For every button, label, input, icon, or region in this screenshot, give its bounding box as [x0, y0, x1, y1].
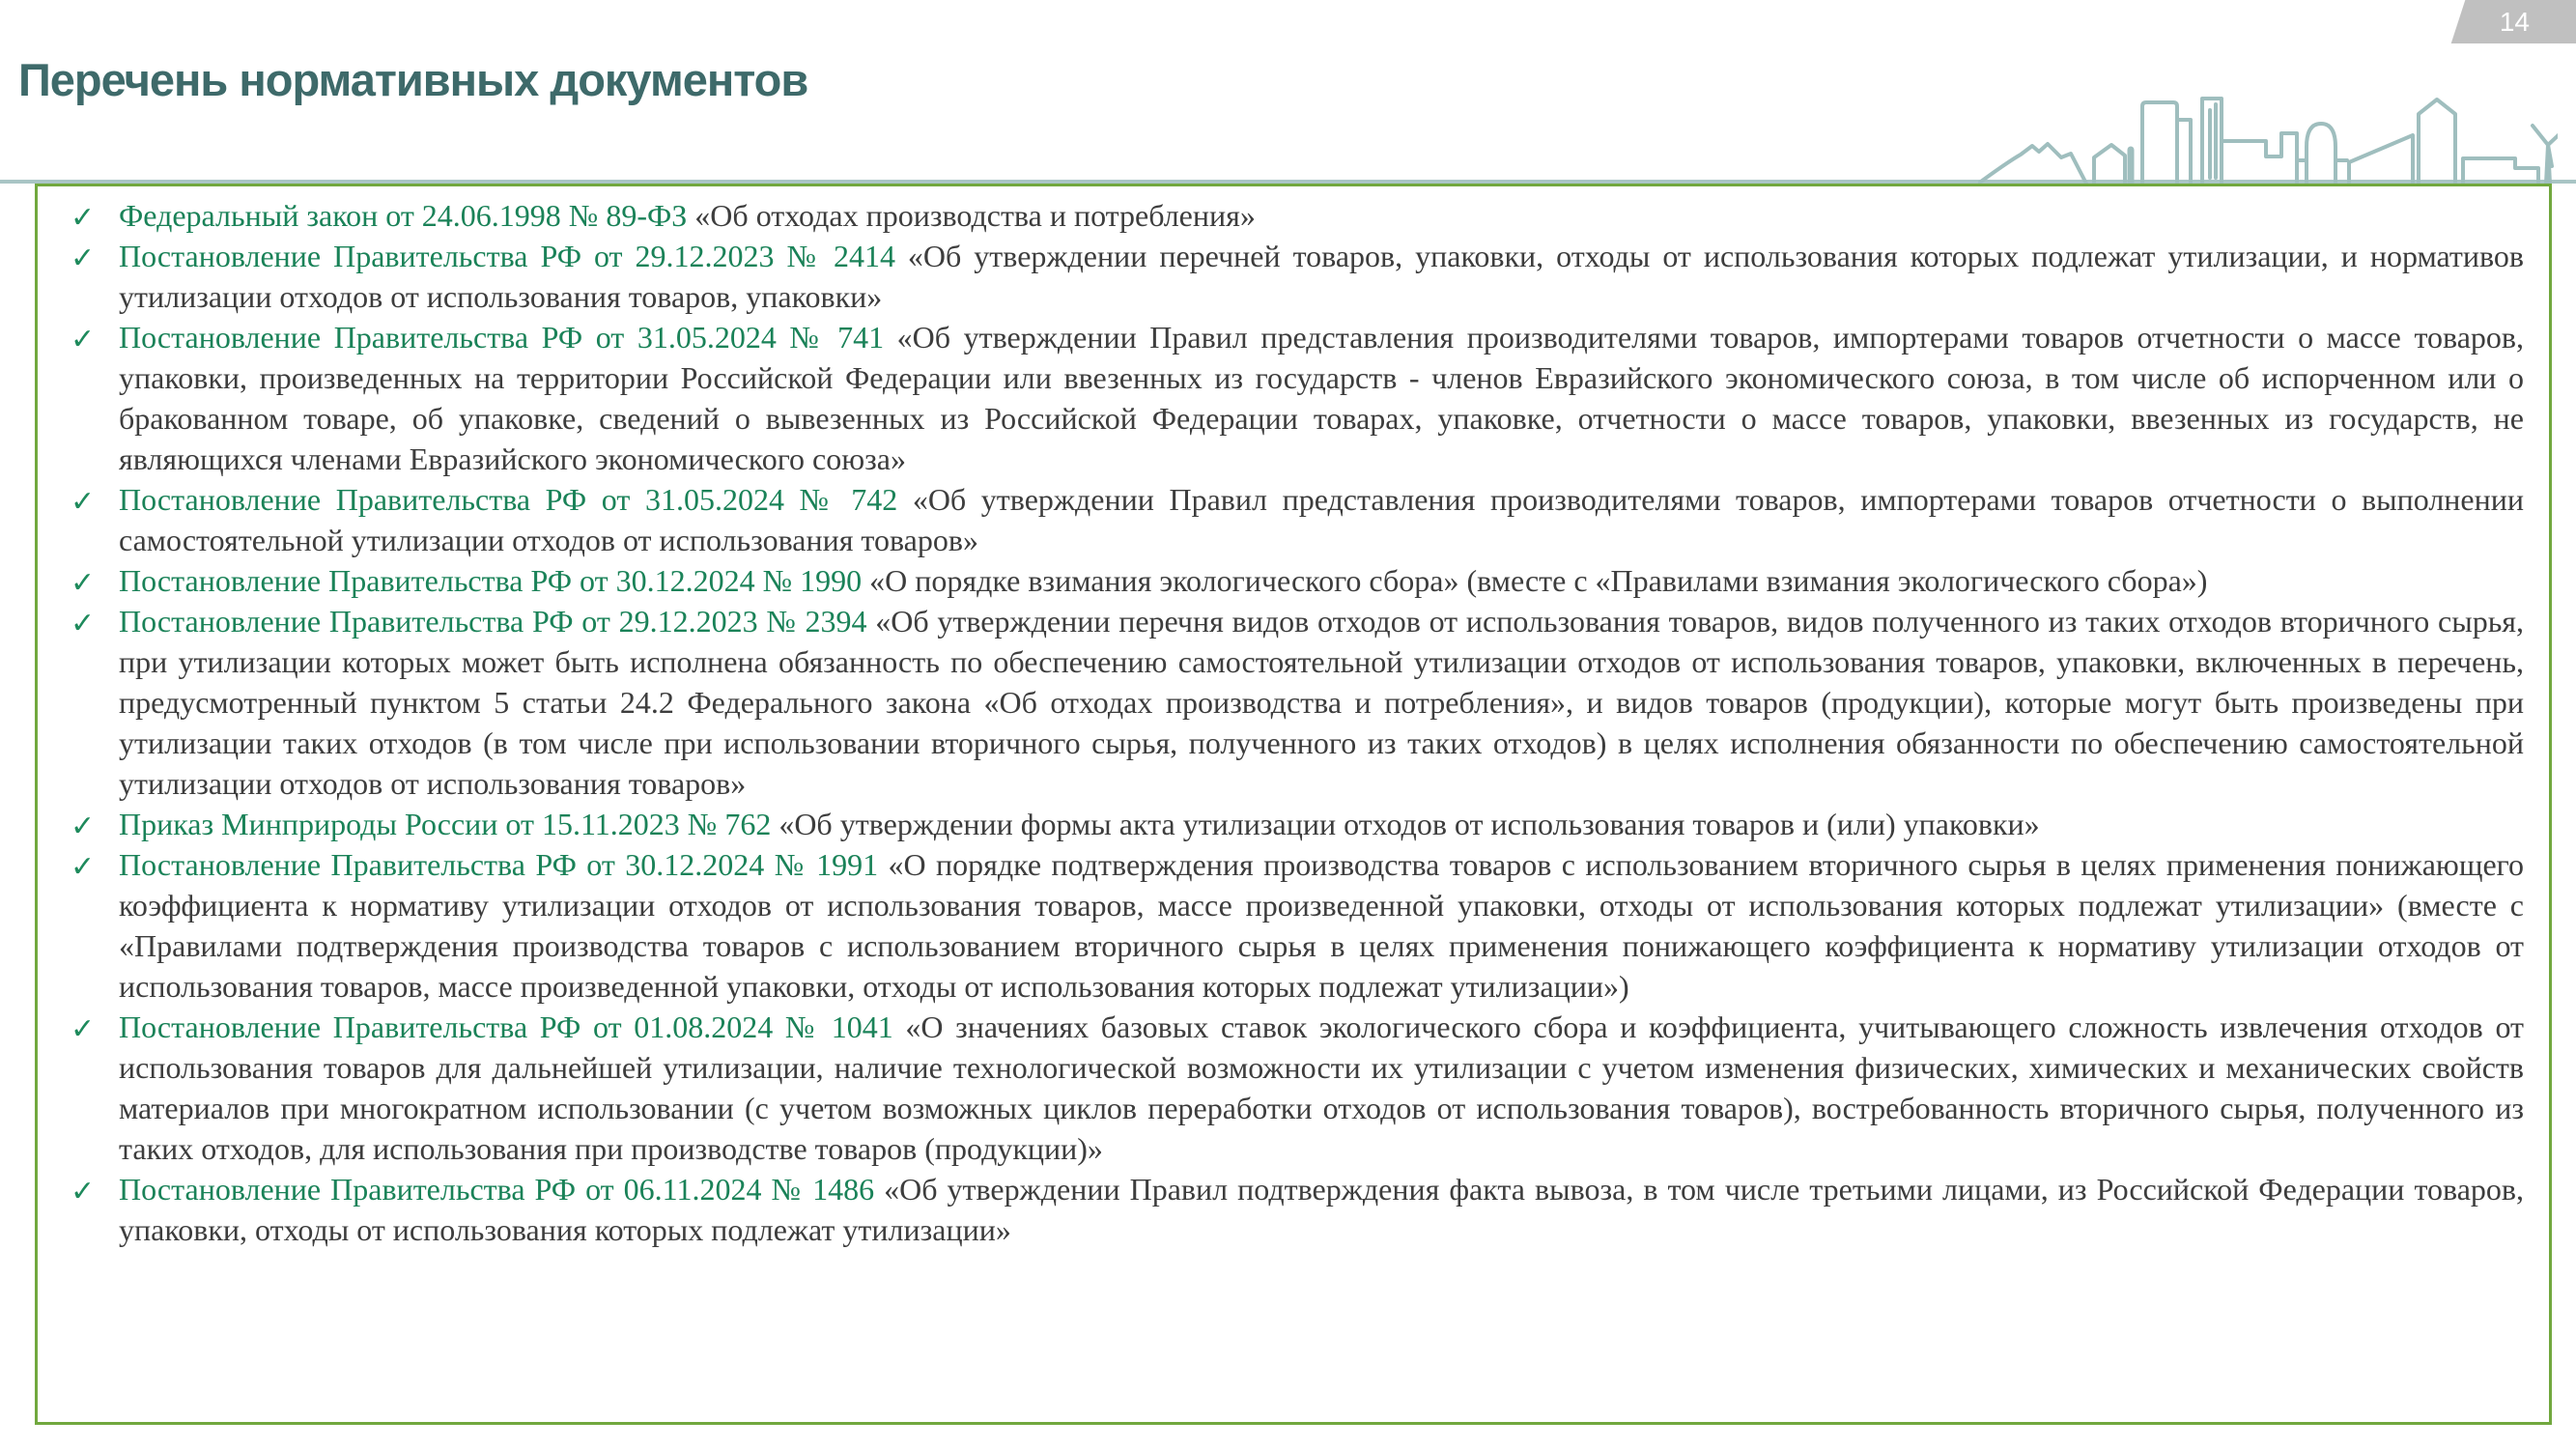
- doc-reference: Приказ Минприроды России от 15.11.2023 № 762: [119, 807, 772, 841]
- list-item: [57, 601, 2524, 804]
- doc-description: «Об отходах производства и потребления»: [687, 198, 1256, 233]
- checkmark-icon: ✓: [71, 486, 96, 518]
- doc-reference: Постановление Правительства РФ от 30.12.2024 № 1991: [119, 847, 879, 882]
- doc-description: «Об утверждении формы акта утилизации отходов от использования товаров и (или) упаковки»: [771, 807, 2040, 841]
- doc-reference: Постановление Правительства РФ от 01.08.2024 № 1041: [119, 1009, 893, 1044]
- page-title: Перечень нормативных документов: [18, 54, 808, 106]
- list-item: [57, 1169, 2524, 1250]
- checkmark-icon: ✓: [71, 202, 96, 234]
- doc-description: «О значениях базовых ставок экологического сбора и коэффициента, учитывающего сложность извлечения отходов от использования товаров для дальнейшей утилизации, наличие технологической возможности их утилизации с учетом изменения физических, химических и механических свойств материалов при многократном использовании (с учетом возможных циклов переработки отходов от использования товаров), востребованность вторичного сырья, полученного из таких отходов, для использования при производстве товаров (продукции)»: [119, 1009, 2525, 1166]
- checkmark-icon: ✓: [71, 567, 96, 599]
- doc-reference: Федеральный закон от 24.06.1998 № 89-ФЗ: [119, 198, 688, 233]
- checkmark-icon: ✓: [71, 608, 96, 639]
- city-skyline-icon: [1978, 68, 2558, 185]
- doc-reference: Постановление Правительства РФ от 29.12.2023 № 2414: [119, 239, 895, 273]
- list-item: [57, 844, 2524, 1007]
- checkmark-icon: ✓: [71, 242, 96, 274]
- doc-reference: Постановление Правительства РФ от 31.05.2024 № 741: [119, 320, 885, 355]
- doc-description: «Об утверждении перечня видов отходов от использования товаров, видов полученного из таких отходов вторичного сырья, при утилизации которых может быть исполнена обязанность по обеспечению самостоятельной утилизации отходов от использования товаров, упаковки, включенных в перечень, предусмотренный пунктом 5 статьи 24.2 Федерального закона «Об отходах производства и потребления», и видов товаров (продукции), которые могут быть произведены при утилизации таких отходов (в том числе при использовании вторичного сырья, полученного из таких отходов) в целях исполнения обязанности по обеспечению самостоятельной утилизации отходов от использования товаров»: [119, 604, 2525, 801]
- documents-box: [35, 184, 2552, 1425]
- doc-description: «О порядке взимания экологического сбора» (вместе с «Правилами взимания экологического сбора»): [862, 563, 2208, 598]
- doc-description: «О порядке подтверждения производства товаров с использованием вторичного сырья в целях применения понижающего коэффициента к нормативу утилизации отходов от использования товаров, массе произведенной упаковки, отходы от использования которых подлежат утилизации» (вместе с «Правилами подтверждения производства товаров с использованием вторичного сырья в целях применения понижающего коэффициента к нормативу утилизации отходов от использования товаров, массе произведенной упаковки, отходы от использования которых подлежат утилизации»): [119, 847, 2525, 1004]
- list-item: [57, 479, 2524, 560]
- checkmark-icon: ✓: [71, 1013, 96, 1045]
- doc-reference: Постановление Правительства РФ от 29.12.2023 № 2394: [119, 604, 867, 639]
- page-number-tab: [2451, 0, 2576, 43]
- checkmark-icon: ✓: [71, 851, 96, 883]
- checkmark-icon: ✓: [71, 810, 96, 842]
- list-item: [57, 236, 2524, 317]
- doc-description: «Об утверждении Правил подтверждения факта вывоза, в том числе третьими лицами, из Российской Федерации товаров, упаковки, отходы от использования которых подлежат утилизации»: [119, 1172, 2525, 1247]
- doc-reference: Постановление Правительства РФ от 30.12.2024 № 1990: [119, 563, 863, 598]
- doc-reference: Постановление Правительства РФ от 06.11.2024 № 1486: [119, 1172, 875, 1207]
- checkmark-icon: ✓: [71, 1176, 96, 1208]
- list-item: [57, 317, 2524, 479]
- checkmark-icon: ✓: [71, 324, 96, 355]
- list-item: [57, 195, 2524, 236]
- page-number: 14: [2500, 6, 2531, 37]
- list-item: [57, 560, 2524, 601]
- list-item: [57, 804, 2524, 844]
- doc-description: «Об утверждении Правил представления производителями товаров, импортерами товаров отчетности о массе товаров, упаковки, произведенных на территории Российской Федерации или ввезенных из государств - членов Евразийского экономического союза, в том числе об испорченном или о бракованном товаре, об упаковке, сведений о вывезенных из Российской Федерации товарах, упаковке, отчетности о массе товаров, упаковки, ввезенных из государств, не являющихся членами Евразийского экономического союза»: [119, 320, 2525, 476]
- documents-list: [57, 195, 2524, 1250]
- list-item: [57, 1007, 2524, 1169]
- doc-description: «Об утверждении перечней товаров, упаковки, отходы от использования которых подлежат утилизации, и нормативов утилизации отходов от использования товаров, упаковки»: [119, 239, 2525, 314]
- doc-reference: Постановление Правительства РФ от 31.05.2024 № 742: [119, 482, 898, 517]
- doc-description: «Об утверждении Правил представления производителями товаров, импортерами товаров отчетности о выполнении самостоятельной утилизации отходов от использования товаров»: [119, 482, 2525, 557]
